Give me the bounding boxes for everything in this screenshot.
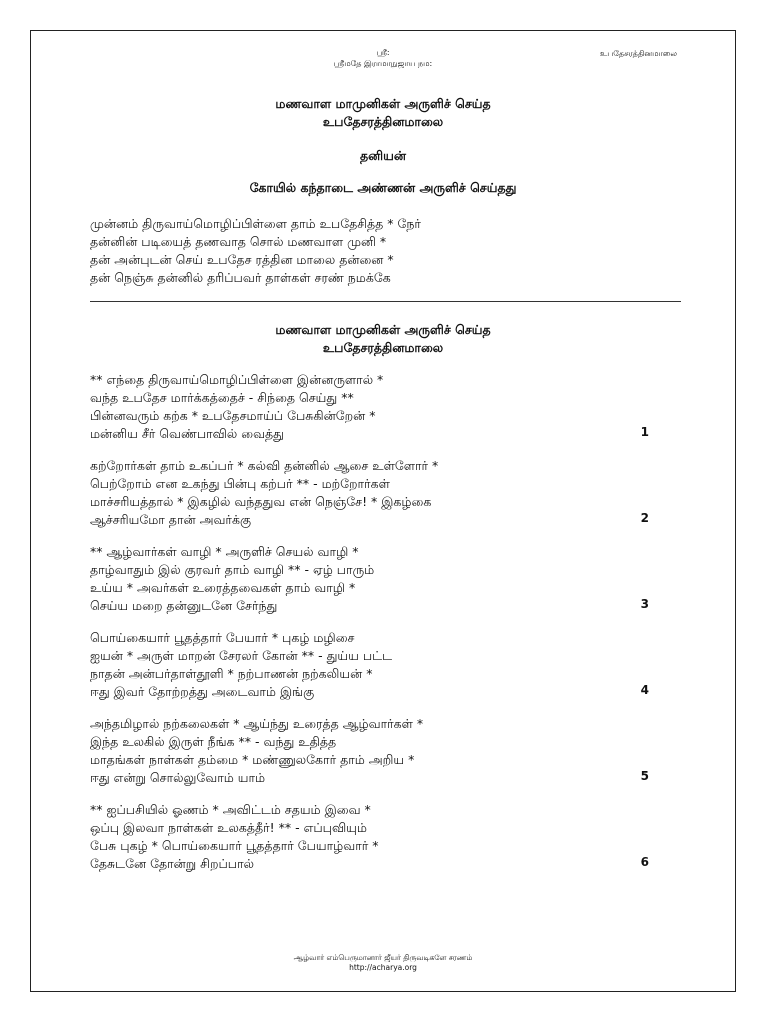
verse-line: செய்ய மறை தன்னுடனே சேர்ந்து — [90, 598, 278, 613]
verse-line: ** எந்தை திருவாய்மொழிப்பிள்ளை இன்னருளால் * — [90, 372, 384, 387]
verse-line: தன்னின் படியைத் தணவாத சொல் மணவாள முனி * — [90, 234, 387, 249]
verse-line: பொய்கையார் பூதத்தார் பேயார் * புகழ் மழிசை — [90, 630, 355, 645]
section2-title-line2: உபதேசரத்தினமாலை — [322, 340, 444, 355]
document-page — [30, 30, 736, 992]
verse-line: இந்த உலகில் இருள் நீங்க ** - வந்து உதித்த — [90, 734, 337, 749]
verse-line: மாச்சரியத்தால் * இகழில் வந்ததுவ என் நெஞ்சே! * இகழ்கை — [90, 494, 432, 509]
stanza-number: 1 — [640, 425, 649, 439]
stanza-6 — [90, 801, 650, 873]
thaniyan-heading: தனியன் — [360, 148, 406, 163]
verse-line: பேசு புகழ் * பொய்கையார் பூதத்தார் பேயாழ்வார் * — [90, 838, 379, 853]
stanza-number: 5 — [640, 769, 649, 783]
verse-line: ஆச்சரியமோ தான் அவர்க்கு — [90, 512, 251, 527]
stanza-5 — [90, 715, 650, 787]
stanza-number: 6 — [640, 855, 649, 869]
verse-line: ஈது என்று சொல்லுவோம் யாம் — [90, 770, 266, 785]
verse-line: பெற்றோம் என உகந்து பின்பு கற்பர் ** - மற்றோர்கள் — [90, 476, 390, 491]
footer-url[interactable]: http://acharya.org — [349, 963, 417, 972]
invocation: ஸ்ரீ: — [376, 48, 390, 57]
verse-line: கற்றோர்கள் தாம் உகப்பர் * கல்வி தன்னில் ஆசை உள்ளோர் * — [90, 458, 439, 473]
verse-line: ஒப்பு இலவா நாள்கள் உலகத்தீர்! ** - எப்புவியும் — [90, 820, 367, 835]
section1-title — [31, 95, 735, 131]
verse-line: தாழ்வாதும் இல் குரவர் தாம் வாழி ** - ஏழ் பாரும் — [90, 562, 375, 577]
verse-line: நாதன் அன்பர்தாள்தூளி * நற்பாணன் நற்கலியன் * — [90, 666, 373, 681]
salutation: ஸ்ரீமதே இராமாநுஜாய நம: — [333, 59, 433, 68]
verse-line: ** ஐப்பசியில் ஓணம் * அவிட்டம் சதயம் இவை * — [90, 802, 371, 817]
stanza-number: 4 — [640, 683, 649, 697]
section1-title-line1: மணவாள மாமுனிகள் அருளிச் செய்த — [275, 96, 491, 111]
verse-line: வந்த உபதேச மார்க்கத்தைச் - சிந்தை செய்து ** — [90, 390, 354, 405]
verse-line: அந்தமிழால் நற்கலைகள் * ஆய்ந்து உரைத்த ஆழ்வார்கள் * — [90, 716, 424, 731]
stanza-number: 2 — [640, 511, 649, 525]
stanza-3 — [90, 543, 650, 615]
verse-line: உய்ய * அவர்கள் உரைத்தவைகள் தாம் வாழி * — [90, 580, 356, 595]
verse-line: மன்னிய சீர் வெண்பாவில் வைத்து — [90, 426, 285, 441]
section2-title-line1: மணவாள மாமுனிகள் அருளிச் செய்த — [275, 322, 491, 337]
footer-blessing: ஆழ்வார் எம்பெருமானார் ஜீயர் திருவடிகளே சரணம் — [293, 953, 473, 962]
stanza-1 — [90, 371, 650, 443]
running-title: உபதேசரத்தினமாலை — [599, 49, 677, 58]
page-footer — [31, 953, 735, 973]
stanza-number: 3 — [640, 597, 649, 611]
section2-title — [31, 321, 735, 357]
verse-line: ஐயன் * அருள் மாறன் சேரலர் கோன் ** - துய்ய பட்ட — [90, 648, 393, 663]
verse-line: தேசுடனே தோன்று சிறப்பால் — [90, 856, 254, 871]
verse-line: மாதங்கள் நாள்கள் தம்மை * மண்ணுலகோர் தாம் அறிய * — [90, 752, 415, 767]
verse-line: ** ஆழ்வார்கள் வாழி * அருளிச் செயல் வாழி * — [90, 544, 359, 559]
stanza-2 — [90, 457, 650, 529]
verse-line: முன்னம் திருவாய்மொழிப்பிள்ளை தாம் உபதேசித்த * நேர் — [90, 216, 421, 231]
verse-line: தன் அன்புடன் செய் உபதேச ரத்தின மாலை தன்னை * — [90, 252, 394, 267]
section1-title-line2: உபதேசரத்தினமாலை — [322, 114, 444, 129]
section-divider — [90, 301, 681, 302]
verse-line: தன் நெஞ்சு தன்னில் தரிப்பவர் தாள்கள் சரண் நமக்கே — [90, 270, 391, 285]
stanza-4 — [90, 629, 650, 701]
verse-line: பின்னவரும் கற்க * உபதேசமாய்ப் பேசுகின்றேன் * — [90, 408, 376, 423]
verse-line: ஈது இவர் தோற்றத்து அடைவாம் இங்கு — [90, 684, 315, 699]
thaniyan-verse — [90, 215, 650, 287]
thaniyan-author: கோயில் கந்தாடை அண்ணன் அருளிச் செய்தது — [249, 180, 517, 195]
